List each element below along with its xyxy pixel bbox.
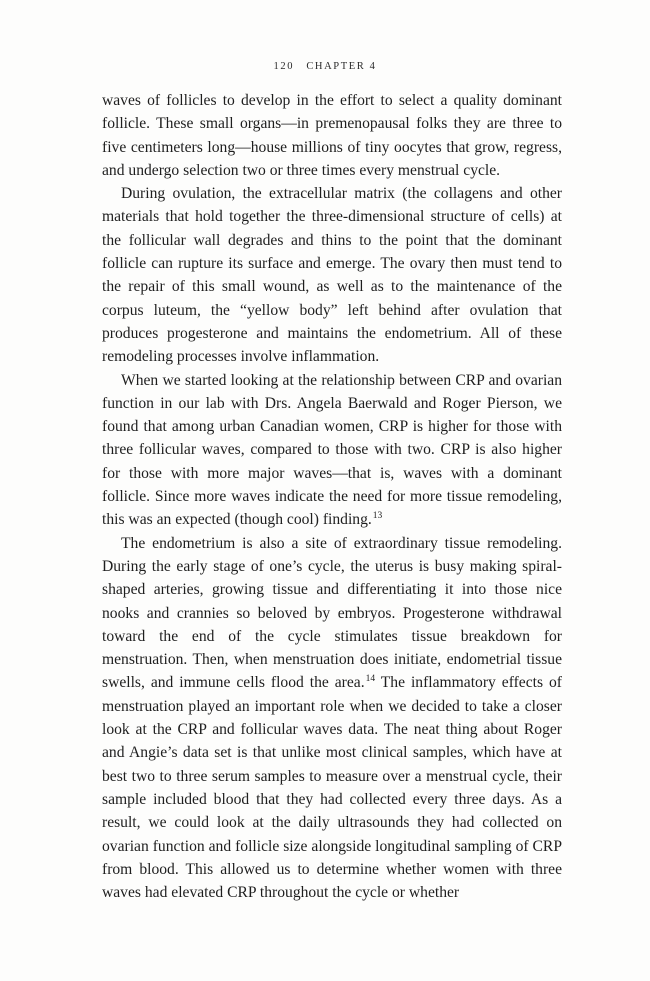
paragraph-1-text: waves of follicles to develop in the effort to select a quality dominant follicle. These small organs—in premenopausal folks they are three to five centimeters long—house millions of tiny oocytes that grow, regress, and undergo selection two or three times every menstrual cycle. [102,92,562,179]
footnote-ref-14: 14 [365,674,376,685]
page-number: 120 [273,61,295,72]
footnote-ref-13: 13 [372,511,383,522]
paragraph-3-text: When we started looking at the relationship between CRP and ovarian function in our lab with Drs. Angela Baerwald and Roger Pierson, we found that among urban Canadian women, CRP is higher for those with three follicular waves, compared to those with two. CRP is also higher for those with more major waves—that is, waves with a dominant follicle. Since more waves indicate the need for more tissue remodeling, this was an expected (though cool) finding. [102,371,562,529]
chapter-label: CHAPTER 4 [306,61,377,72]
paragraph-4-text-b: The inflammatory effects of menstruation played an important role when we decided to take a closer look at the CRP and follicular waves data. The neat thing about Roger and Angie’s data set is that unlike most clinical samples, which have at best two to three serum samples to measure over a menstrual cycle, their sample included blood that they had collected every three days. As a result, we could look at the daily ultrasounds they had collected on ovarian function and follicle size alongside longitudinal sampling of CRP from blood. This allowed us to determine whether women with three waves had elevated CRP throughout the cycle or whether [102,674,562,902]
paragraph-3 [102,369,562,532]
paragraph-1 [102,89,562,182]
paragraph-2-text: During ovulation, the extracellular matrix (the collagens and other materials that hold together the three-dimensional structure of cells) at the follicular wall degrades and thins to the point that the dominant follicle can rupture its surface and emerge. The ovary then must tend to the repair of this small wound, as well as to the maintenance of the corpus luteum, the “yellow body” left behind after ovulation that produces progesterone and maintains the endometrium. All of these remodeling processes involve inflammation. [102,185,562,366]
paragraph-4 [102,532,562,905]
paragraph-4-text-a: The endometrium is also a site of extraordinary tissue remodeling. During the early stage of one’s cycle, the uterus is busy making spiral-shaped arteries, growing tissue and differentiating it into those nice nooks and crannies so beloved by embryos. Progesterone withdrawal toward the end of the cycle stimulates tissue breakdown for menstruation. Then, when menstruation does initiate, endometrial tissue swells, and immune cells flood the area. [102,534,562,692]
running-head [0,61,650,72]
paragraph-2 [102,182,562,368]
body-text [102,89,562,904]
